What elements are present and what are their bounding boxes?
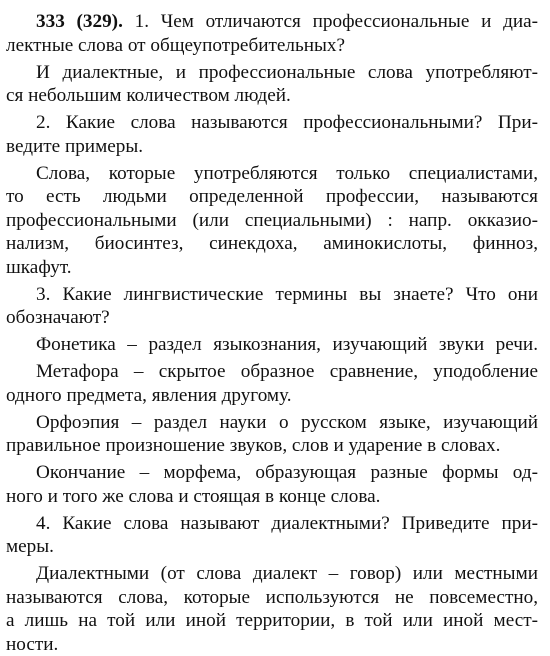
answer-2 — [6, 162, 538, 280]
term-phonetics — [6, 333, 538, 357]
text-line: Орфоэпия – раздел науки о русском языке, изучающий — [6, 411, 538, 435]
text-line: ся небольшим количеством людей. — [6, 84, 538, 108]
text-line: Метафора – скрытое образное сравнение, уподобление — [6, 360, 538, 384]
text-line: ного и того же слова и стоящая в конце слова. — [6, 485, 538, 509]
text-line: Слова, которые употребляются только специалистами, — [6, 162, 538, 186]
term-ending — [6, 461, 538, 508]
text-line: шкафут. — [6, 256, 538, 280]
text-line: ведите примеры. — [6, 135, 538, 159]
text-line: а лишь на той или иной территории, в той или иной мест- — [6, 609, 538, 633]
text-line: 3. Какие лингвистические термины вы знаете? Что они — [6, 283, 538, 307]
question-2 — [6, 111, 538, 158]
answer-1 — [6, 61, 538, 108]
text-line: Диалектными (от слова диалект – говор) или местными — [6, 562, 538, 586]
text-line: 4. Какие слова называют диалектными? Приведите при- — [6, 512, 538, 536]
line-text: 1. Чем отличаются профессиональные и диа- — [135, 11, 538, 32]
question-4 — [6, 512, 538, 559]
text-line: меры. — [6, 535, 538, 559]
text-line: лектные слова от общеупотребительных? — [6, 34, 538, 58]
text-line: правильное произношение звуков, слов и ударение в словах. — [6, 434, 538, 458]
question-3 — [6, 283, 538, 330]
task-number: 333 (329). — [36, 11, 123, 32]
question-1 — [6, 10, 538, 57]
text-line: Окончание – морфема, образующая разные формы од- — [6, 461, 538, 485]
text-line: Фонетика – раздел языкознания, изучающий звуки речи. — [6, 333, 538, 357]
text-line: обозначают? — [6, 306, 538, 330]
term-orthoepy — [6, 411, 538, 458]
text-line: то есть людьми определенной профессии, называются — [6, 185, 538, 209]
text-line: 2. Какие слова называются профессиональными? При- — [6, 111, 538, 135]
text-line — [6, 10, 538, 34]
text-line: профессиональными (или специальными) : напр. окказио- — [6, 209, 538, 233]
term-metaphor — [6, 360, 538, 407]
text-line: называются слова, которые используются не повсеместно, — [6, 586, 538, 610]
text-line: ности. — [6, 633, 538, 656]
answer-4 — [6, 562, 538, 656]
text-line: нализм, биосинтез, синекдоха, аминокислоты, финноз, — [6, 232, 538, 256]
text-line: И диалектные, и профессиональные слова употребляют- — [6, 61, 538, 85]
text-line: одного предмета, явления другому. — [6, 384, 538, 408]
